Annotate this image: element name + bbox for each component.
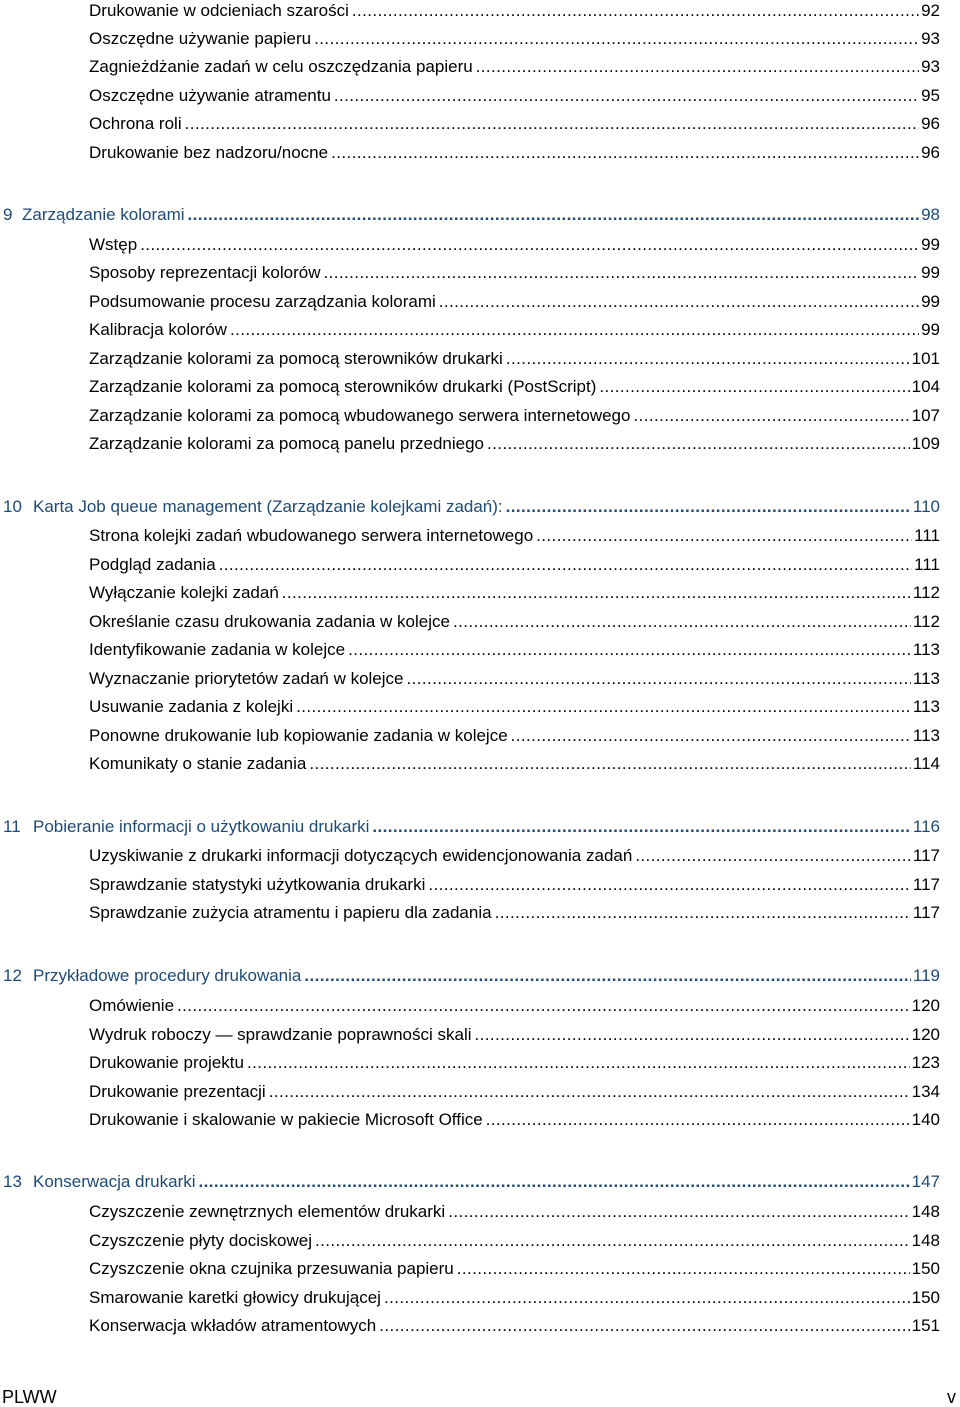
toc-entry-title: Podgląd zadania [89, 555, 216, 574]
toc-entry-page: 107 [911, 406, 940, 425]
footer-page-number: v [947, 1387, 956, 1407]
toc-entry[interactable] [89, 143, 940, 163]
toc-entry[interactable] [89, 583, 940, 603]
dot-leader [599, 377, 909, 397]
toc-chapter-title [3, 966, 301, 986]
toc-chapter-label: Karta Job queue management (Zarządzanie kolejkami zadań): [33, 497, 503, 516]
dot-leader [230, 320, 919, 340]
toc-entry-title: Usuwanie zadania z kolejki [89, 697, 294, 716]
toc-chapter-page: 147 [911, 1172, 940, 1191]
toc-entry[interactable] [89, 57, 940, 77]
toc-entry-page: 92 [921, 1, 940, 20]
toc-entry-page: 140 [911, 1110, 940, 1129]
toc-entry-title: Drukowanie w odcieniach szarości [89, 1, 349, 20]
toc-entry-title: Sprawdzanie statystyki użytkowania drukarki [89, 875, 426, 894]
toc-entry[interactable] [89, 263, 940, 283]
dot-leader [324, 263, 920, 283]
toc-entry-page: 134 [911, 1082, 940, 1101]
toc-entry-page: 148 [911, 1202, 940, 1221]
toc-entry-page: 101 [911, 349, 940, 368]
toc-chapter-label: Pobieranie informacji o użytkowaniu drukarki [33, 817, 370, 836]
toc-entry-page: 150 [911, 1288, 940, 1307]
toc-entry-page: 150 [911, 1259, 940, 1278]
toc-chapter-number: 13 [3, 1172, 22, 1191]
toc-entry-title: Zagnieżdżanie zadań w celu oszczędzania papieru [89, 57, 473, 76]
toc-entry[interactable] [89, 1, 940, 21]
toc-entry[interactable] [89, 377, 940, 397]
dot-leader [633, 406, 909, 426]
toc-entry[interactable] [89, 1082, 940, 1102]
toc-entry[interactable] [89, 669, 940, 689]
toc-entry-title: Ponowne drukowanie lub kopiowanie zadania w kolejce [89, 726, 508, 745]
dot-leader [140, 235, 919, 255]
toc-entry[interactable] [89, 875, 940, 895]
dot-leader [439, 292, 919, 312]
toc-entry[interactable] [89, 114, 940, 134]
dot-leader [282, 583, 911, 603]
toc-entry-page: 113 [912, 726, 940, 745]
toc-entry-title: Kalibracja kolorów [89, 320, 227, 339]
toc-entry[interactable] [89, 320, 940, 340]
toc-entry-title: Drukowanie projektu [89, 1053, 244, 1072]
dot-leader [199, 1172, 910, 1192]
dot-leader [269, 1082, 910, 1102]
toc-entry[interactable] [89, 1202, 940, 1222]
toc-chapter-13[interactable] [3, 1172, 940, 1192]
toc-entry-title: Drukowanie bez nadzoru/nocne [89, 143, 329, 162]
dot-leader [486, 1110, 910, 1130]
toc-entry-page: 113 [912, 697, 940, 716]
toc-entry-title: Sposoby reprezentacji kolorów [89, 263, 321, 282]
dot-leader [185, 114, 919, 134]
toc-chapter-label: Zarządzanie kolorami [22, 205, 185, 224]
toc-entry-title: Wydruk roboczy — sprawdzanie poprawności skali [89, 1025, 472, 1044]
toc-entry[interactable] [89, 726, 940, 746]
toc-entry[interactable] [89, 526, 940, 546]
toc-entry[interactable] [89, 555, 940, 575]
toc-chapter-title [3, 497, 503, 517]
toc-entry-page: 99 [921, 320, 940, 339]
toc-entry-title: Drukowanie prezentacji [89, 1082, 266, 1101]
dot-leader [511, 726, 911, 746]
dot-leader [448, 1202, 909, 1222]
toc-entry-page: 109 [911, 434, 940, 453]
toc-entry[interactable] [89, 1025, 940, 1045]
toc-entry[interactable] [89, 1231, 940, 1251]
toc-chapter-page: 116 [912, 817, 940, 836]
toc-entry-title: Uzyskiwanie z drukarki informacji dotyczących ewidencjonowania zadań [89, 846, 633, 865]
toc-entry-page: 113 [912, 669, 940, 688]
dot-leader [314, 29, 919, 49]
toc-entry-title: Komunikaty o stanie zadania [89, 754, 307, 773]
dot-leader [384, 1288, 910, 1308]
toc-entry[interactable] [89, 1053, 940, 1073]
toc-entry-page: 120 [911, 1025, 940, 1044]
toc-entry[interactable] [89, 434, 940, 454]
toc-entry[interactable] [89, 1316, 940, 1336]
toc-chapter-title [3, 205, 185, 225]
dot-leader [487, 434, 910, 454]
toc-entry-title: Oszczędne używanie atramentu [89, 86, 331, 105]
toc-entry[interactable] [89, 1288, 940, 1308]
toc-entry-page: 111 [914, 526, 940, 545]
dot-leader [315, 1231, 910, 1251]
toc-entry-title: Smarowanie karetki głowicy drukującej [89, 1288, 381, 1307]
toc-entry-title: Omówienie [89, 996, 175, 1015]
toc-entry[interactable] [89, 612, 940, 632]
dot-leader [475, 1025, 910, 1045]
dot-leader [379, 1316, 909, 1336]
toc-chapter-9[interactable] [3, 205, 940, 225]
dot-leader [352, 1, 919, 21]
dot-leader [536, 526, 912, 546]
toc-entry-title: Oszczędne używanie papieru [89, 29, 312, 48]
toc-chapter-label: Przykładowe procedury drukowania [33, 966, 302, 985]
dot-leader [334, 86, 919, 106]
toc-entry-title: Zarządzanie kolorami za pomocą panelu przedniego [89, 434, 485, 453]
toc-chapter-title [3, 817, 369, 837]
dot-leader [372, 817, 911, 837]
toc-chapter-page: 110 [912, 497, 940, 516]
toc-entry-title: Podsumowanie procesu zarządzania kolorami [89, 292, 436, 311]
toc-entry-title: Wyłączanie kolejki zadań [89, 583, 279, 602]
toc-entry-page: 117 [912, 875, 940, 894]
toc-entry[interactable] [89, 235, 940, 255]
toc-entry-title: Określanie czasu drukowania zadania w kolejce [89, 612, 450, 631]
toc-chapter-title [3, 1172, 196, 1192]
toc-entry-page: 93 [921, 57, 940, 76]
dot-leader [188, 205, 920, 225]
toc-entry[interactable] [89, 846, 940, 866]
toc-entry[interactable] [89, 640, 940, 660]
toc-entry-page: 99 [921, 235, 940, 254]
dot-leader [331, 143, 919, 163]
toc-entry-title: Konserwacja wkładów atramentowych [89, 1316, 377, 1335]
dot-leader [309, 754, 911, 774]
toc-entry-page: 99 [921, 292, 940, 311]
toc-chapter-number: 10 [3, 497, 22, 516]
dot-leader [506, 349, 910, 369]
toc-entry-page: 112 [912, 612, 940, 631]
dot-leader [506, 497, 911, 517]
toc-entry-page: 151 [911, 1316, 940, 1335]
dot-leader [177, 996, 910, 1016]
toc-entry-page: 120 [911, 996, 940, 1015]
toc-entry-title: Wstęp [89, 235, 138, 254]
toc-chapter-number: 11 [3, 817, 21, 836]
dot-leader [457, 1259, 910, 1279]
toc-entry-page: 123 [911, 1053, 940, 1072]
dot-leader [304, 966, 911, 986]
toc-entry-title: Zarządzanie kolorami za pomocą sterowników drukarki (PostScript) [89, 377, 597, 396]
toc-chapter-number: 12 [3, 966, 22, 985]
toc-entry-title: Identyfikowanie zadania w kolejce [89, 640, 346, 659]
dot-leader [247, 1053, 910, 1073]
toc-chapter-11[interactable] [3, 817, 940, 837]
toc-entry-title: Drukowanie i skalowanie w pakiecie Microsoft Office [89, 1110, 483, 1129]
toc-entry-page: 96 [921, 143, 940, 162]
dot-leader [476, 57, 919, 77]
toc-chapter-12[interactable] [3, 966, 940, 986]
toc-chapter-10[interactable] [3, 497, 940, 517]
toc-chapter-label: Konserwacja drukarki [33, 1172, 196, 1191]
toc-entry-page: 114 [912, 754, 940, 773]
toc-entry-title: Sprawdzanie zużycia atramentu i papieru dla zadania [89, 903, 492, 922]
toc-chapter-page: 119 [912, 966, 940, 985]
toc-entry-page: 95 [921, 86, 940, 105]
toc-entry-title: Czyszczenie zewnętrznych elementów drukarki [89, 1202, 446, 1221]
dot-leader [428, 875, 911, 895]
toc-entry-page: 93 [921, 29, 940, 48]
toc-entry-page: 111 [914, 555, 940, 574]
dot-leader [453, 612, 911, 632]
toc-entry[interactable] [89, 29, 940, 49]
toc-entry-title: Wyznaczanie priorytetów zadań w kolejce [89, 669, 404, 688]
toc-entry[interactable] [89, 349, 940, 369]
toc-entry-page: 96 [921, 114, 940, 133]
toc-entry[interactable] [89, 996, 940, 1016]
toc-entry-title: Strona kolejki zadań wbudowanego serwera internetowego [89, 526, 534, 545]
toc-entry[interactable] [89, 1259, 940, 1279]
toc-entry-title: Zarządzanie kolorami za pomocą wbudowanego serwera internetowego [89, 406, 631, 425]
toc-entry-page: 112 [912, 583, 940, 602]
toc-chapter-number: 9 [3, 205, 13, 224]
toc-entry-page: 117 [912, 903, 940, 922]
toc-entry-page: 117 [912, 846, 940, 865]
dot-leader [296, 697, 911, 717]
dot-leader [407, 669, 911, 689]
toc-entry[interactable] [89, 697, 940, 717]
footer-document-code: PLWW [2, 1387, 57, 1407]
toc-entry-title: Ochrona roli [89, 114, 182, 133]
toc-entry[interactable] [89, 292, 940, 312]
toc-entry[interactable] [89, 903, 940, 923]
toc-entry[interactable] [89, 86, 940, 106]
toc-entry-page: 113 [912, 640, 940, 659]
toc-entry[interactable] [89, 1110, 940, 1130]
toc-entry-page: 104 [911, 377, 940, 396]
toc-chapter-page: 98 [921, 205, 940, 224]
toc-entry-title: Zarządzanie kolorami za pomocą sterowników drukarki [89, 349, 503, 368]
toc-entry-title: Czyszczenie płyty dociskowej [89, 1231, 312, 1250]
dot-leader [495, 903, 911, 923]
dot-leader [219, 555, 912, 575]
dot-leader [348, 640, 911, 660]
toc-entry[interactable] [89, 754, 940, 774]
dot-leader [635, 846, 911, 866]
toc-entry[interactable] [89, 406, 940, 426]
toc-entry-page: 99 [921, 263, 940, 282]
toc-entry-title: Czyszczenie okna czujnika przesuwania papieru [89, 1259, 454, 1278]
toc-entry-page: 148 [911, 1231, 940, 1250]
